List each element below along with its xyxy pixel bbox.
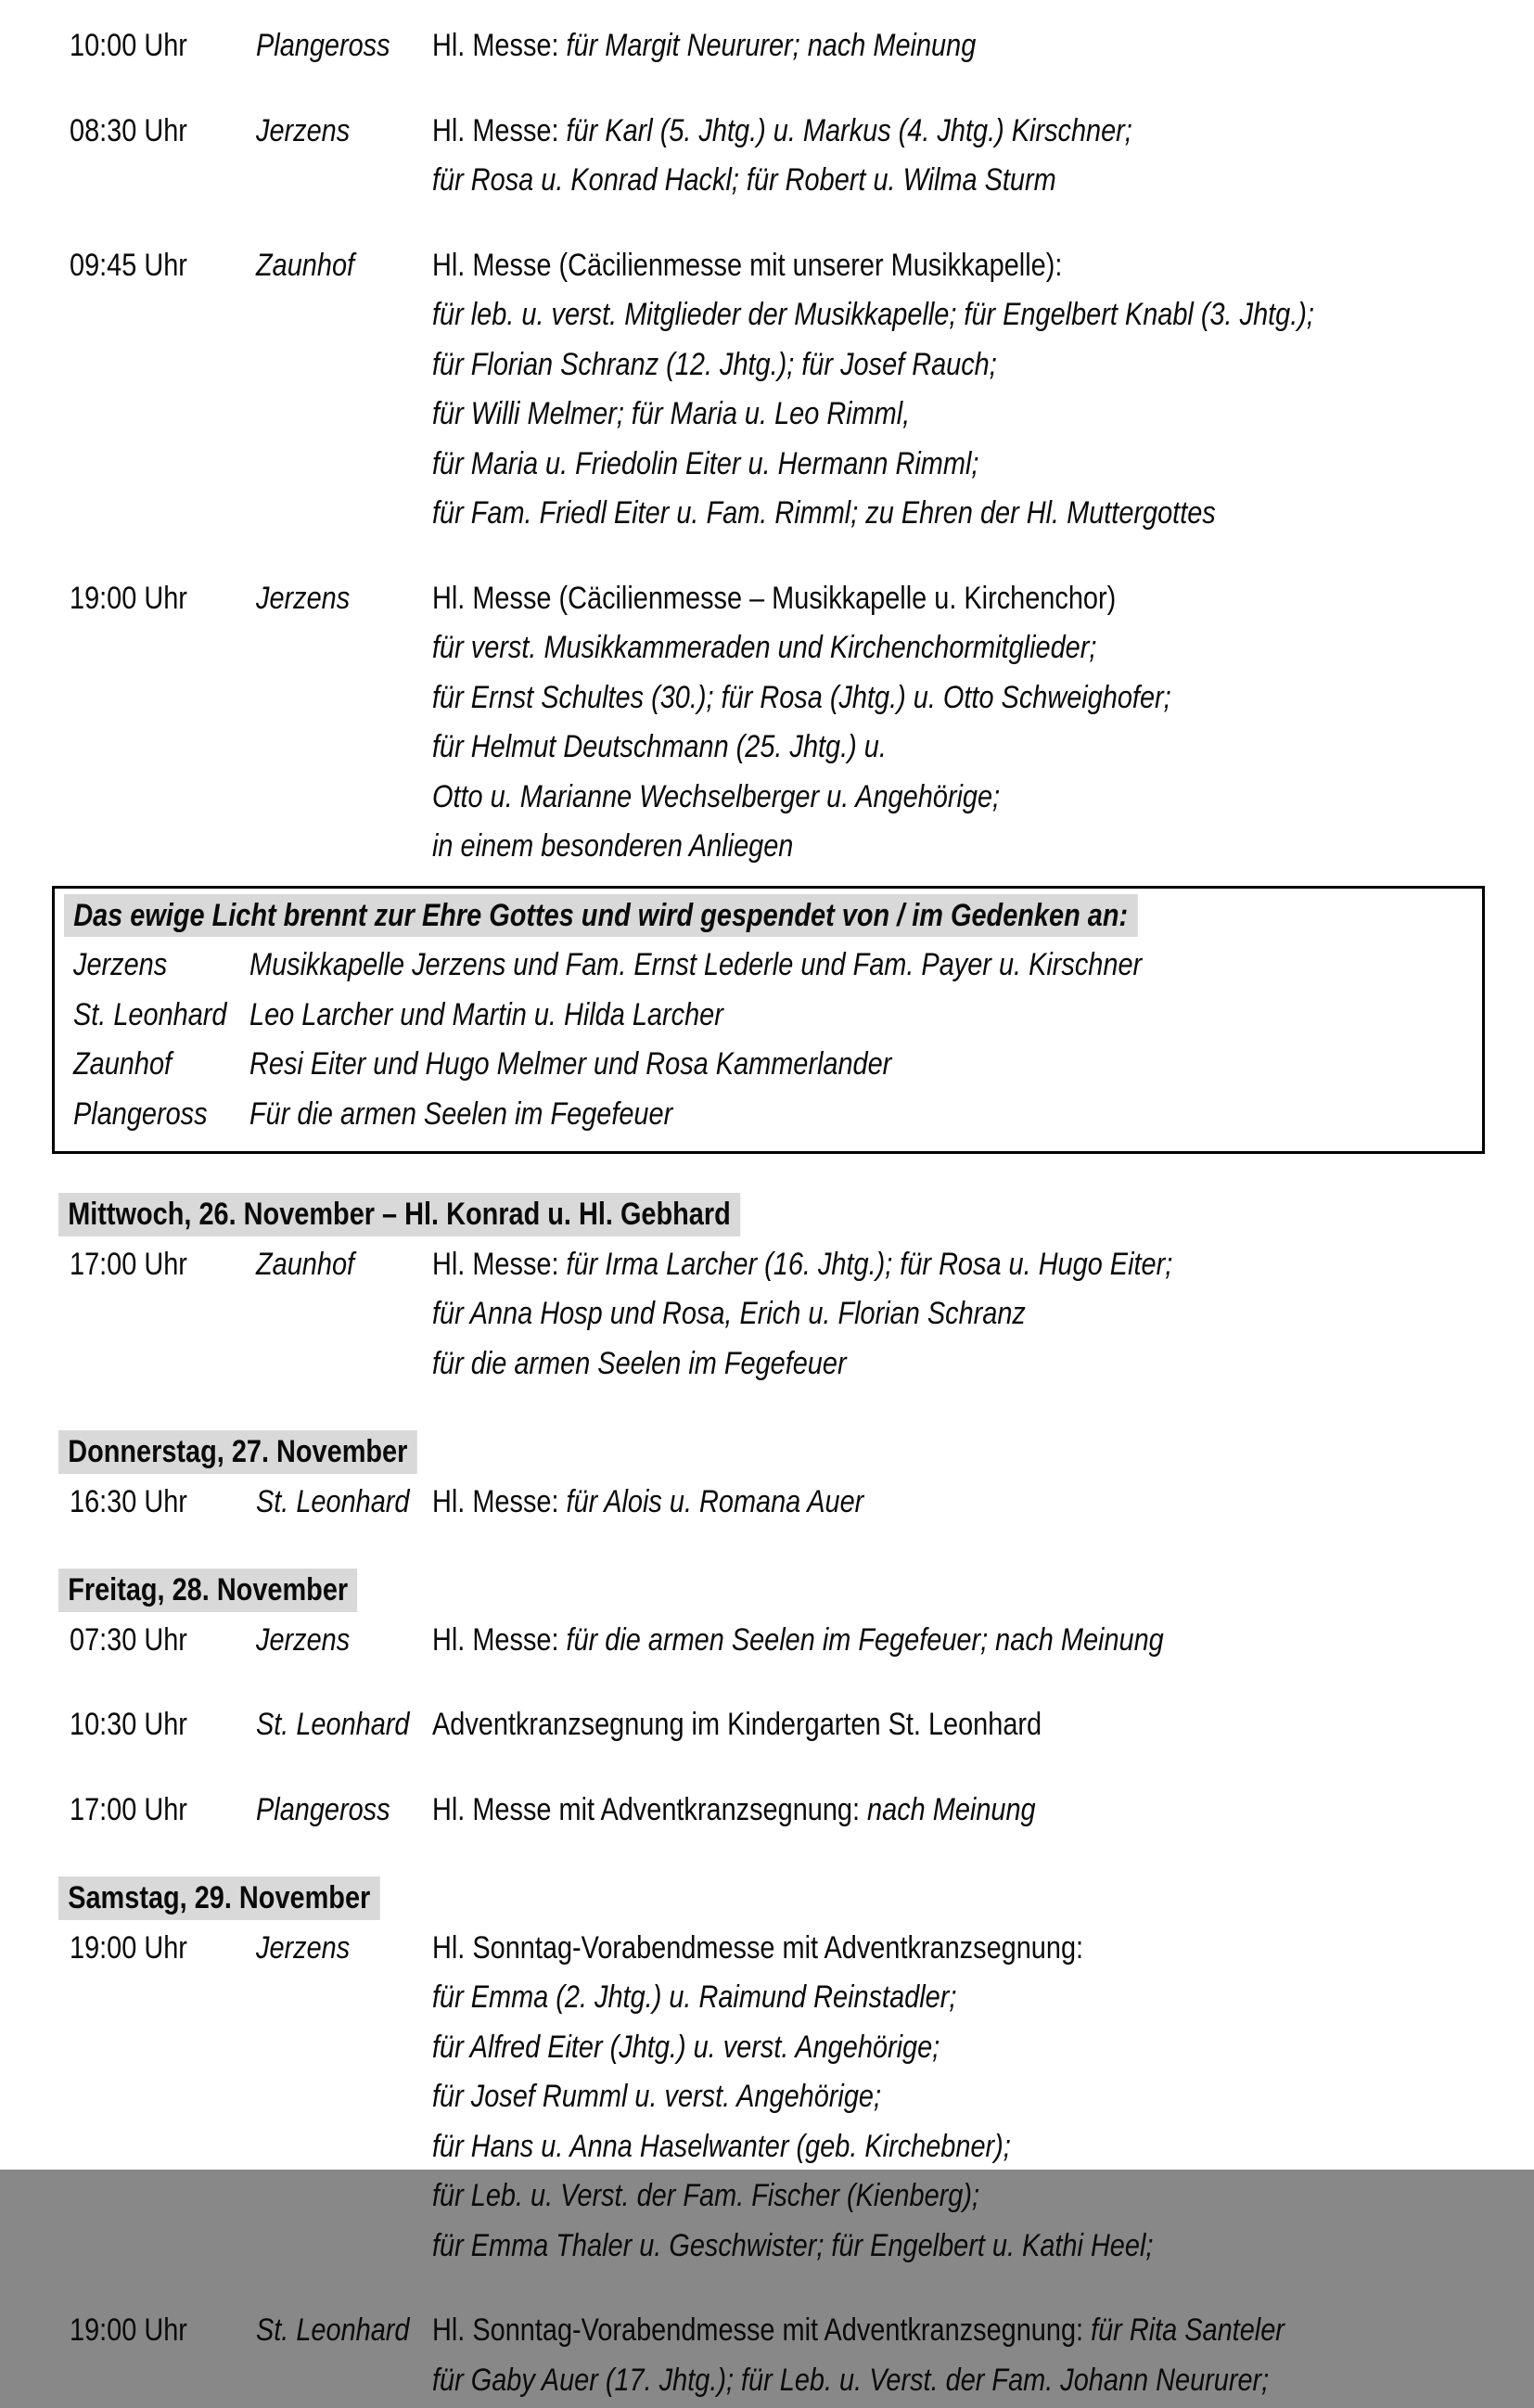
- day-section: [70, 1193, 1497, 1391]
- entry-place: [256, 1788, 432, 1832]
- entry-place-text: Jerzens: [256, 109, 350, 153]
- entry-time-text: 17:00 Uhr: [70, 1243, 187, 1287]
- entry-place-text: Zaunhof: [256, 1243, 354, 1287]
- description-line: [432, 2075, 1497, 2125]
- description-line: [432, 2224, 1497, 2274]
- entry-time-text: 10:00 Uhr: [70, 24, 187, 68]
- entry-time-text: 08:30 Uhr: [70, 109, 187, 153]
- description-line-text: [432, 2075, 881, 2119]
- entry-time-text: 17:00 Uhr: [70, 1788, 187, 1832]
- entry-description: [432, 1480, 1497, 1531]
- entry-place: [256, 1927, 432, 1970]
- description-line: [432, 775, 1497, 826]
- description-line: [432, 1292, 1497, 1342]
- entry-place: [256, 2309, 432, 2352]
- donation-donors: [249, 993, 1473, 1044]
- schedule-entry: [70, 1243, 1497, 1392]
- description-line-text: [432, 24, 976, 68]
- description-line: [432, 1480, 1497, 1531]
- schedule-entry: [70, 1788, 1497, 1838]
- description-line-text: [432, 1788, 1036, 1832]
- schedule-entry: [70, 2309, 1497, 2408]
- donation-donors-line: [249, 993, 1473, 1044]
- intention-text: für Emma Thaler u. Geschwister; für Engelbert u. Kathi Heel;: [432, 2228, 1153, 2263]
- donation-place-text: St. Leonhard: [73, 993, 226, 1037]
- entry-place: [256, 24, 432, 68]
- entry-description: [432, 2309, 1497, 2408]
- description-line-text: [432, 676, 1171, 720]
- day-section: [70, 1876, 1497, 2408]
- entry-time-text: 19:00 Uhr: [70, 2309, 187, 2352]
- description-line: [432, 1243, 1497, 1293]
- intention-text: für leb. u. verst. Mitglieder der Musikkapelle; für Engelbert Knabl (3. Jhtg.);: [432, 297, 1314, 332]
- description-line-text: [432, 825, 793, 868]
- intention-text: für die armen Seelen im Fegefeuer: [432, 1346, 847, 1381]
- entry-place: [256, 1703, 432, 1747]
- service-text: Hl. Messe (Cäcilienmesse – Musikkapelle u. Kirchenchor): [432, 581, 1116, 616]
- intention-text: für Karl (5. Jhtg.) u. Markus (4. Jhtg.) Kirschner;: [567, 113, 1132, 148]
- intention-text: für Rita Santeler: [1091, 2312, 1285, 2348]
- intention-text: Otto u. Marianne Wechselberger u. Angehörige;: [432, 779, 1000, 814]
- donation-donors: [249, 1043, 1473, 1093]
- description-line-text: [432, 2026, 940, 2069]
- intention-text: für Fam. Friedl Eiter u. Fam. Rimml; zu Ehren der Hl. Muttergottes: [432, 495, 1216, 531]
- intention-text: für Hans u. Anna Haselwanter (geb. Kirchebner);: [432, 2129, 1011, 2164]
- entry-place: [256, 1619, 432, 1662]
- intention-text: für Anna Hosp und Rosa, Erich u. Florian Schranz: [432, 1296, 1026, 1331]
- entry-time: [70, 1788, 256, 1832]
- description-line: [432, 24, 1497, 74]
- intention-text: für Margit Neururer; nach Meinung: [567, 28, 977, 63]
- intention-text: für Rosa u. Konrad Hackl; für Robert u. Wilma Sturm: [432, 162, 1056, 198]
- entry-time-text: 10:30 Uhr: [70, 1703, 187, 1747]
- eternal-light-title-line: [73, 894, 1473, 944]
- entry-place-text: Plangeross: [256, 24, 390, 68]
- entry-place-text: Jerzens: [256, 1619, 350, 1662]
- description-line: [432, 492, 1497, 542]
- donation-place-text: Jerzens: [73, 943, 167, 987]
- service-text: Hl. Sonntag-Vorabendmesse mit Adventkranzsegnung:: [432, 1930, 1083, 1966]
- donation-place-text: Plangeross: [73, 1093, 208, 1136]
- eternal-light-box: [52, 886, 1485, 1155]
- description-line: [432, 626, 1497, 676]
- day-header: [70, 1430, 1497, 1480]
- entry-time: [70, 1243, 256, 1287]
- entry-description: [432, 1927, 1497, 2274]
- entry-description: [432, 1243, 1497, 1392]
- intention-text: in einem besonderen Anliegen: [432, 828, 793, 864]
- description-line-text: [432, 343, 997, 387]
- donation-donors-line: [249, 943, 1473, 993]
- schedule-content: [70, 24, 1497, 2408]
- intention-text: für verst. Musikkammeraden und Kirchenchormitglieder;: [432, 630, 1096, 665]
- day-header-text: Samstag, 29. November: [58, 1876, 379, 1920]
- schedule-entry: [70, 244, 1497, 542]
- day-header-text: Mittwoch, 26. November – Hl. Konrad u. Hl. Gebhard: [58, 1193, 740, 1236]
- donation-place: [73, 1093, 249, 1136]
- description-line-text: [432, 492, 1216, 535]
- service-text: Hl. Messe (Cäcilienmesse mit unserer Musikkapelle):: [432, 248, 1062, 283]
- entry-time: [70, 24, 256, 68]
- intention-text: für Josef Rumml u. verst. Angehörige;: [432, 2079, 881, 2114]
- day-header-text: Freitag, 28. November: [58, 1569, 357, 1612]
- description-line: [432, 1342, 1497, 1392]
- eternal-light-row: [73, 1043, 1473, 1093]
- description-line-text: [432, 577, 1116, 621]
- intention-text: für Willi Melmer; für Maria u. Leo Rimml,: [432, 396, 910, 431]
- day-header: [70, 1876, 1497, 1927]
- schedule-entry: [70, 1480, 1497, 1531]
- eternal-light-row: [73, 993, 1473, 1044]
- description-line-text: [432, 2125, 1011, 2169]
- schedule-entry: [70, 1927, 1497, 2274]
- entry-description: [432, 244, 1497, 542]
- intention-text: für die armen Seelen im Fegefeuer; nach Meinung: [567, 1622, 1164, 1658]
- entry-description: [432, 1703, 1497, 1753]
- intention-text: für Maria u. Friedolin Eiter u. Hermann Rimml;: [432, 446, 978, 481]
- description-line-text: [432, 1619, 1164, 1662]
- intention-text: für Leb. u. Verst. der Fam. Fischer (Kienberg);: [432, 2178, 979, 2213]
- entry-time-text: 19:00 Uhr: [70, 1927, 187, 1970]
- service-text: Hl. Messe:: [432, 1247, 567, 1282]
- description-line: [432, 293, 1497, 343]
- eternal-light-row: [73, 943, 1473, 993]
- description-line: [432, 392, 1497, 442]
- entry-place: [256, 1243, 432, 1287]
- intention-text: für Gaby Auer (17. Jhtg.); für Leb. u. Verst. der Fam. Johann Neururer;: [432, 2363, 1269, 2398]
- description-line: [432, 244, 1497, 294]
- description-line: [432, 1976, 1497, 2026]
- donation-place: [73, 1043, 249, 1086]
- entry-description: [432, 1788, 1497, 1838]
- entry-time: [70, 109, 256, 153]
- description-line-text: [432, 1703, 1042, 1747]
- description-line: [432, 725, 1497, 775]
- donation-donors-text: Resi Eiter und Hugo Melmer und Rosa Kammerlander: [249, 1043, 891, 1086]
- entry-time: [70, 1927, 256, 1970]
- schedule-entry: [70, 1703, 1497, 1753]
- intention-text: für Ernst Schultes (30.); für Rosa (Jhtg.) u. Otto Schweighofer;: [432, 680, 1171, 715]
- description-line-text: [432, 1927, 1083, 1970]
- description-line-text: [432, 1342, 847, 1386]
- service-text: Adventkranzsegnung im Kindergarten St. Leonhard: [432, 1707, 1042, 1742]
- entry-place-text: Jerzens: [256, 577, 350, 621]
- donation-donors: [249, 1093, 1473, 1143]
- description-line-text: [432, 775, 1000, 819]
- schedule-entry: [70, 577, 1497, 875]
- entry-time-text: 07:30 Uhr: [70, 1619, 187, 1662]
- service-text: Hl. Messe:: [432, 113, 567, 148]
- donation-donors-text: Leo Larcher und Martin u. Hilda Larcher: [249, 993, 723, 1037]
- donation-place-text: Zaunhof: [73, 1043, 172, 1086]
- description-line: [432, 1927, 1497, 1977]
- service-text: Hl. Sonntag-Vorabendmesse mit Adventkranzsegnung:: [432, 2312, 1091, 2348]
- description-line: [432, 2309, 1497, 2359]
- description-line-text: [432, 244, 1062, 288]
- intention-text: für Emma (2. Jhtg.) u. Raimund Reinstadler;: [432, 1979, 956, 2015]
- entry-time-text: 19:00 Uhr: [70, 577, 187, 621]
- entry-place-text: St. Leonhard: [256, 2309, 409, 2352]
- description-line-text: [432, 2224, 1153, 2268]
- description-line: [432, 109, 1497, 160]
- description-line: [432, 2026, 1497, 2076]
- description-line-text: [432, 109, 1132, 153]
- entry-description: [432, 1619, 1497, 1669]
- description-line-text: [432, 2174, 979, 2218]
- description-line-text: [432, 442, 978, 486]
- description-line: [432, 442, 1497, 493]
- donation-donors-line: [249, 1043, 1473, 1093]
- description-line-text: [432, 2359, 1269, 2402]
- entry-time: [70, 1703, 256, 1747]
- entry-time-text: 09:45 Uhr: [70, 244, 187, 288]
- service-text: Hl. Messe:: [432, 1484, 567, 1519]
- description-line: [432, 577, 1497, 627]
- donation-donors: [249, 943, 1473, 993]
- mass-schedule-section: [70, 24, 1497, 875]
- service-text: Hl. Messe mit Adventkranzsegnung:: [432, 1792, 867, 1827]
- eternal-light-title: Das ewige Licht brennt zur Ehre Gottes und wird gespendet von / im Gedenken an:: [64, 894, 1137, 938]
- schedule-entry: [70, 24, 1497, 74]
- schedule-entry: [70, 109, 1497, 209]
- schedule-entry: [70, 1619, 1497, 1669]
- donation-place: [73, 993, 249, 1037]
- entry-description: [432, 109, 1497, 209]
- description-line: [432, 2359, 1497, 2408]
- day-section: [70, 1430, 1497, 1530]
- entry-description: [432, 24, 1497, 74]
- description-line: [432, 1619, 1497, 1669]
- description-line: [432, 676, 1497, 726]
- donation-place: [73, 943, 249, 987]
- description-line: [432, 2125, 1497, 2175]
- day-section: [70, 1569, 1497, 1838]
- entry-time: [70, 2309, 256, 2352]
- day-header: [70, 1569, 1497, 1619]
- entry-time: [70, 244, 256, 288]
- description-line-text: [432, 725, 887, 769]
- intention-text: für Irma Larcher (16. Jhtg.); für Rosa u. Hugo Eiter;: [567, 1247, 1173, 1282]
- description-line-text: [432, 1292, 1026, 1336]
- description-line: [432, 159, 1497, 209]
- entry-place-text: St. Leonhard: [256, 1480, 409, 1524]
- description-line: [432, 343, 1497, 393]
- intention-text: für Alfred Eiter (Jhtg.) u. verst. Angehörige;: [432, 2030, 940, 2065]
- description-line-text: [432, 1480, 863, 1524]
- entry-place-text: Plangeross: [256, 1788, 390, 1832]
- description-line-text: [432, 1976, 956, 2019]
- description-line-text: [432, 1243, 1172, 1287]
- description-line-text: [432, 293, 1314, 337]
- entry-time: [70, 1619, 256, 1662]
- entry-description: [432, 577, 1497, 875]
- donation-donors-text: Für die armen Seelen im Fegefeuer: [249, 1093, 672, 1136]
- description-line: [432, 825, 1497, 875]
- entry-place: [256, 109, 432, 153]
- entry-time-text: 16:30 Uhr: [70, 1480, 187, 1524]
- description-line: [432, 1788, 1497, 1838]
- description-line-text: [432, 159, 1056, 202]
- entry-time: [70, 577, 256, 621]
- eternal-light-row: [73, 1093, 1473, 1143]
- description-line-text: [432, 392, 910, 436]
- intention-text: für Helmut Deutschmann (25. Jhtg.) u.: [432, 729, 887, 764]
- entry-place: [256, 1480, 432, 1524]
- entry-place: [256, 577, 432, 621]
- entry-place-text: Jerzens: [256, 1927, 350, 1970]
- description-line: [432, 1703, 1497, 1753]
- intention-text: für Florian Schranz (12. Jhtg.); für Josef Rauch;: [432, 347, 997, 382]
- entry-place-text: Zaunhof: [256, 244, 354, 288]
- day-header-text: Donnerstag, 27. November: [58, 1430, 417, 1474]
- service-text: Hl. Messe:: [432, 28, 567, 63]
- entry-time: [70, 1480, 256, 1524]
- description-line-text: [432, 2309, 1285, 2352]
- donation-donors-line: [249, 1093, 1473, 1143]
- description-line-text: [432, 626, 1096, 670]
- intention-text: nach Meinung: [867, 1792, 1036, 1827]
- service-text: Hl. Messe:: [432, 1622, 567, 1658]
- entry-place: [256, 244, 432, 288]
- donation-donors-text: Musikkapelle Jerzens und Fam. Ernst Lederle und Fam. Payer u. Kirschner: [249, 943, 1142, 987]
- intention-text: für Alois u. Romana Auer: [567, 1484, 864, 1519]
- day-header: [70, 1193, 1497, 1243]
- entry-place-text: St. Leonhard: [256, 1703, 409, 1747]
- description-line: [432, 2174, 1497, 2224]
